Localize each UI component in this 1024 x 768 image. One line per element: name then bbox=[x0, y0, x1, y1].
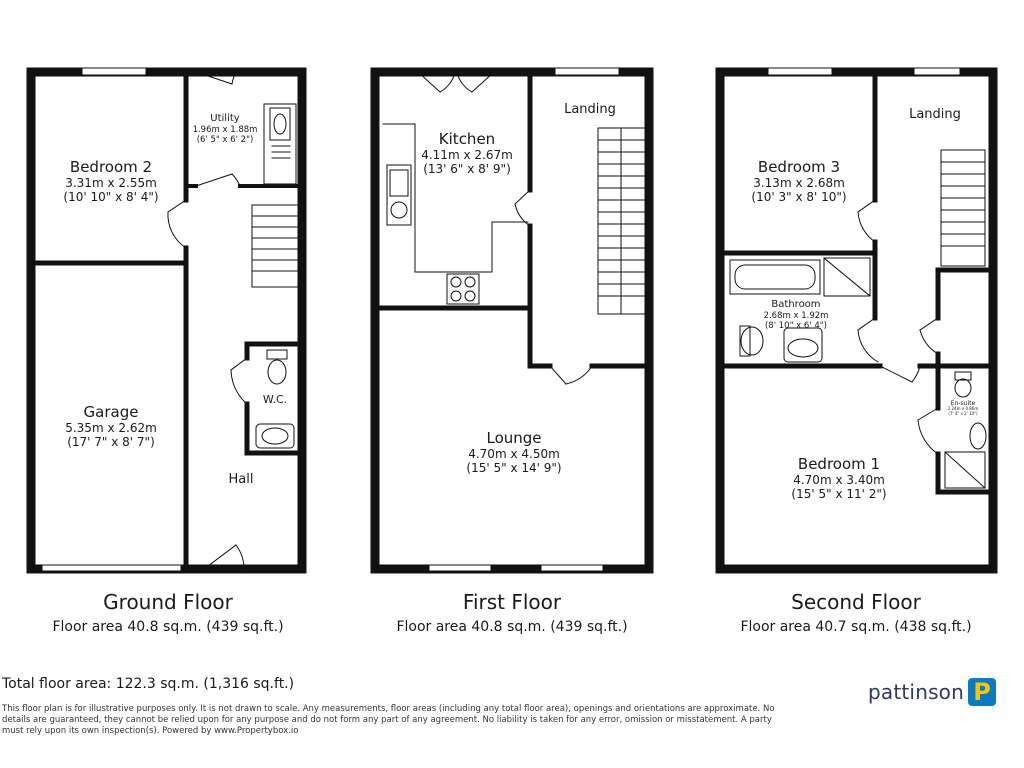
floor-title-first: First Floor bbox=[462, 590, 562, 614]
room-dimensions-metric: 5.35m x 2.62m bbox=[65, 421, 157, 435]
room-bedroom-1 bbox=[791, 455, 886, 502]
brand-name: pattinson bbox=[868, 680, 964, 704]
room-dimensions-imperial: (15' 5" x 14' 9") bbox=[466, 461, 562, 476]
room-ensuite bbox=[948, 400, 979, 417]
room-name: Bedroom 1 bbox=[797, 455, 881, 473]
room-landing-2: Landing bbox=[909, 107, 961, 122]
room-dimensions-metric: 1.96m x 1.88m bbox=[192, 125, 258, 135]
room-name: En-suite bbox=[950, 400, 976, 407]
room-name: Bathroom bbox=[771, 299, 821, 310]
room-dimensions-imperial: (13' 6" x 8' 9") bbox=[423, 162, 511, 177]
room-bedroom-2 bbox=[63, 158, 158, 205]
room-name: Bedroom 2 bbox=[69, 158, 153, 176]
room-name: Lounge bbox=[486, 429, 542, 447]
room-bathroom bbox=[764, 299, 829, 331]
disclaimer-text: This floor plan is for illustrative purposes only. It is not drawn to scale. Any measurements, floor areas (including any total floor area), openings and orientations are approximate. No details are guaranteed, they cannot be relied upon for any purpose and do not form any part of any agreement. No liability is taken for any error, omission or misstatement. A party must rely upon its own inspection(s). Powered by www.Propertybox.io bbox=[2, 704, 775, 736]
brand-logo-letter: P bbox=[973, 678, 991, 706]
ground-floor-plan bbox=[31, 72, 302, 569]
room-hall: Hall bbox=[228, 472, 254, 487]
room-dimensions-metric: 3.31m x 2.55m bbox=[65, 176, 157, 190]
brand-p-icon bbox=[968, 678, 996, 706]
total-floor-area: Total floor area: 122.3 sq.m. (1,316 sq.ft.) bbox=[2, 676, 295, 692]
room-bedroom-3 bbox=[751, 158, 846, 205]
room-dimensions-imperial: (8' 10" x 6' 4") bbox=[764, 321, 828, 332]
room-dimensions-imperial: (17' 7" x 8' 7") bbox=[67, 435, 155, 450]
room-landing: Landing bbox=[564, 102, 616, 117]
room-dimensions-metric: 2.24m x 0.86m bbox=[947, 406, 979, 412]
floor-title-second: Second Floor bbox=[791, 590, 921, 614]
room-dimensions-imperial: (10' 3" x 8' 10") bbox=[751, 190, 847, 205]
room-garage bbox=[65, 403, 157, 450]
brand-logo bbox=[868, 678, 996, 706]
room-dimensions-imperial: (10' 10" x 8' 4") bbox=[63, 190, 159, 205]
room-name: Kitchen bbox=[438, 130, 496, 148]
floor-area-first: Floor area 40.8 sq.m. (439 sq.ft.) bbox=[396, 619, 628, 635]
floor-title-ground: Ground Floor bbox=[103, 590, 233, 614]
room-dimensions-metric: 4.11m x 2.67m bbox=[421, 148, 513, 162]
room-dimensions-imperial: (15' 5" x 11' 2") bbox=[791, 487, 887, 502]
room-lounge bbox=[466, 429, 561, 476]
floor-area-second: Floor area 40.7 sq.m. (438 sq.ft.) bbox=[740, 619, 972, 635]
room-dimensions-metric: 2.68m x 1.92m bbox=[763, 311, 829, 321]
room-dimensions-metric: 4.70m x 3.40m bbox=[793, 473, 885, 487]
room-name: Utility bbox=[210, 113, 240, 124]
room-dimensions-imperial: (6' 5" x 6' 2") bbox=[196, 135, 254, 146]
room-dimensions-imperial: (7' 4" x 2' 10") bbox=[948, 410, 978, 416]
room-kitchen bbox=[421, 130, 513, 177]
room-dimensions-metric: 4.70m x 4.50m bbox=[468, 447, 560, 461]
room-utility bbox=[193, 113, 258, 145]
room-name: Bedroom 3 bbox=[757, 158, 841, 176]
floor-area-ground: Floor area 40.8 sq.m. (439 sq.ft.) bbox=[52, 619, 284, 635]
room-wc: W.C. bbox=[262, 393, 288, 406]
room-name: Garage bbox=[83, 403, 139, 421]
room-dimensions-metric: 3.13m x 2.68m bbox=[753, 176, 845, 190]
